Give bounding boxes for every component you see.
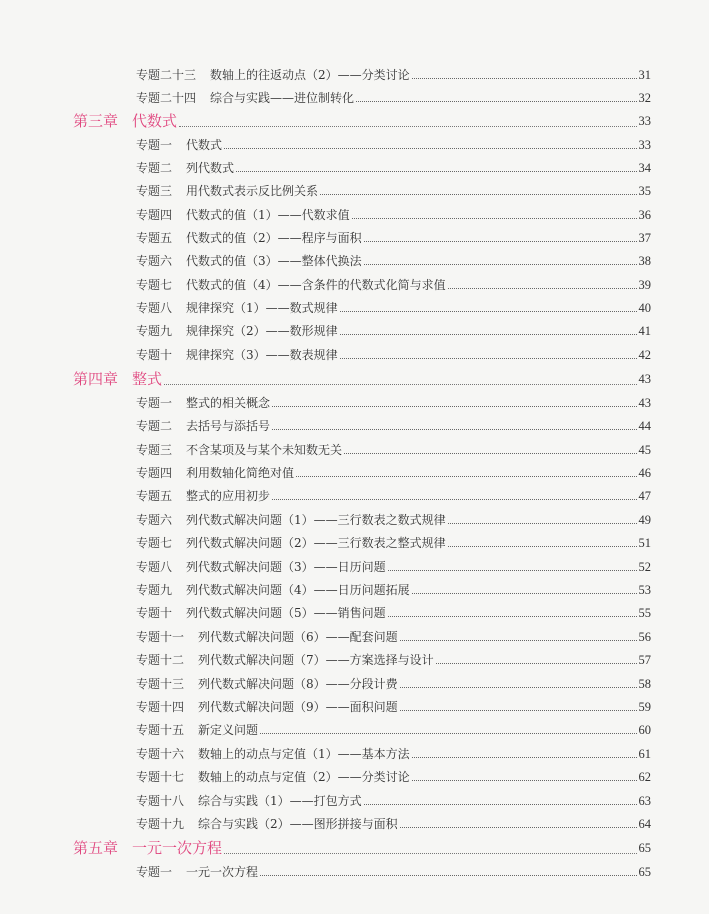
leader-dots (448, 288, 637, 289)
toc-label: 专题十四 (136, 700, 185, 714)
toc-page-number: 35 (638, 184, 651, 198)
toc-title: 列代数式解决问题（2）——三行数表之整式规律 (186, 536, 446, 550)
toc-page-number: 64 (638, 817, 651, 831)
toc-entry[interactable] (136, 624, 651, 644)
toc-page-number: 59 (638, 700, 651, 714)
toc-label: 专题五 (136, 489, 173, 503)
toc-page-number: 43 (638, 372, 651, 386)
toc-label: 专题八 (136, 560, 173, 574)
toc-page-number: 41 (638, 324, 651, 338)
toc-page-number: 60 (638, 723, 651, 737)
toc-page-number: 45 (638, 443, 651, 457)
toc-title: 列代数式解决问题（7）——方案选择与设计 (198, 653, 434, 667)
leader-dots (436, 663, 637, 664)
toc-label: 专题十 (136, 348, 173, 362)
toc-title: 规律探究（1）——数式规律 (186, 301, 338, 315)
toc-entry[interactable] (136, 530, 651, 550)
toc-label: 专题一 (136, 138, 173, 152)
leader-dots (340, 311, 637, 312)
toc-label: 专题十三 (136, 677, 185, 691)
toc-entry[interactable] (136, 132, 651, 152)
toc-entry[interactable] (136, 342, 651, 362)
toc-page-number: 32 (638, 91, 651, 105)
toc-title: 代数式的值（4）——含条件的代数式化简与求值 (186, 278, 446, 292)
toc-chapter[interactable] (73, 366, 651, 388)
toc-label: 专题八 (136, 301, 173, 315)
toc-page-number: 49 (638, 513, 651, 527)
toc-title: 利用数轴化简绝对值 (186, 466, 295, 480)
leader-dots (320, 194, 636, 195)
leader-dots (448, 523, 637, 524)
toc-title: 数轴上的往返动点（2）——分类讨论 (210, 68, 410, 82)
leader-dots (356, 101, 636, 102)
toc-chapter[interactable] (73, 108, 651, 130)
toc-title: 用代数式表示反比例关系 (186, 184, 319, 198)
toc-title: 整式的应用初步 (186, 489, 271, 503)
toc-label: 专题四 (136, 208, 173, 222)
toc-entry[interactable] (136, 717, 651, 737)
toc-label: 专题十七 (136, 770, 185, 784)
toc-entry[interactable] (136, 413, 651, 433)
toc-page-number: 57 (638, 653, 651, 667)
toc-label: 专题三 (136, 184, 173, 198)
toc-entry[interactable] (136, 225, 651, 245)
leader-dots (344, 453, 636, 454)
leader-dots (388, 616, 637, 617)
toc-title: 列代数式解决问题（1）——三行数表之数式规律 (186, 513, 446, 527)
leader-dots (164, 384, 636, 385)
toc-title: 列代数式解决问题（9）——面积问题 (198, 700, 398, 714)
leader-dots (224, 148, 636, 149)
leader-dots (400, 710, 637, 711)
toc-entry[interactable] (136, 437, 651, 457)
toc-page-number: 40 (638, 301, 651, 315)
toc-label: 专题十八 (136, 794, 185, 808)
toc-title: 不含某项及与某个未知数无关 (186, 443, 343, 457)
toc-label: 专题一 (136, 396, 173, 410)
toc-page-number: 65 (638, 841, 651, 855)
toc-page-number: 55 (638, 606, 651, 620)
toc-title: 整式的相关概念 (186, 396, 271, 410)
toc-label: 专题十六 (136, 747, 185, 761)
toc-label: 专题十九 (136, 817, 185, 831)
toc-entry[interactable] (136, 788, 651, 808)
toc-entry[interactable] (136, 202, 651, 222)
toc-page-number: 33 (638, 114, 651, 128)
toc-entry[interactable] (136, 671, 651, 691)
leader-dots (340, 334, 637, 335)
toc-title: 列代数式解决问题（4）——日历问题拓展 (186, 583, 410, 597)
leader-dots (179, 126, 636, 127)
toc-entry[interactable] (136, 62, 651, 82)
leader-dots (364, 241, 637, 242)
toc-title: 去括号与添括号 (186, 419, 271, 433)
toc-title: 列代数式解决问题（6）——配套问题 (198, 630, 398, 644)
toc-entry[interactable] (136, 155, 651, 175)
leader-dots (224, 853, 636, 854)
toc-title: 列代数式解决问题（3）——日历问题 (186, 560, 386, 574)
toc-page-number: 53 (638, 583, 651, 597)
toc-label: 专题七 (136, 536, 173, 550)
toc-entry[interactable] (136, 741, 651, 761)
toc-page-number: 43 (638, 396, 651, 410)
leader-dots (260, 733, 636, 734)
toc-title: 数轴上的动点与定值（1）——基本方法 (198, 747, 410, 761)
toc-label: 专题三 (136, 443, 173, 457)
toc-entry[interactable] (136, 811, 651, 831)
toc-title: 综合与实践（2）——图形拼接与面积 (198, 817, 398, 831)
toc-title: 新定义问题 (198, 723, 259, 737)
toc-label: 专题九 (136, 583, 173, 597)
toc-page-number: 37 (638, 231, 651, 245)
toc-title: 综合与实践——进位制转化 (210, 91, 355, 105)
toc-title: 规律探究（3）——数表规律 (186, 348, 338, 362)
toc-page-number: 31 (638, 68, 651, 82)
toc-page-number: 44 (638, 419, 651, 433)
toc-label: 专题一 (136, 865, 173, 879)
toc-entry[interactable] (136, 85, 651, 105)
leader-dots (400, 827, 637, 828)
chapter-label: 第三章 (73, 112, 119, 130)
toc-title: 代数式 (186, 138, 223, 152)
leader-dots (412, 780, 637, 781)
leader-dots (400, 640, 637, 641)
toc-entry[interactable] (136, 859, 651, 879)
toc-entry[interactable] (136, 694, 651, 714)
toc-page-number: 34 (638, 161, 651, 175)
chapter-title: 代数式 (132, 112, 178, 130)
toc-title: 代数式的值（3）——整体代换法 (186, 254, 362, 268)
toc-title: 列代数式解决问题（5）——销售问题 (186, 606, 386, 620)
toc-label: 专题六 (136, 513, 173, 527)
toc-page-number: 33 (638, 138, 651, 152)
toc-label: 专题十 (136, 606, 173, 620)
toc-entry[interactable] (136, 764, 651, 784)
toc-label: 专题二 (136, 161, 173, 175)
toc-label: 专题十五 (136, 723, 185, 737)
toc-page-number: 39 (638, 278, 651, 292)
toc-entry[interactable] (136, 178, 651, 198)
leader-dots (352, 218, 637, 219)
leader-dots (340, 358, 637, 359)
chapter-label: 第四章 (73, 370, 119, 388)
toc-label: 专题二十四 (136, 91, 197, 105)
toc-page-number: 47 (638, 489, 651, 503)
toc-label: 专题十二 (136, 653, 185, 667)
toc-label: 专题十一 (136, 630, 185, 644)
toc-label: 专题二 (136, 419, 173, 433)
chapter-title: 一元一次方程 (132, 839, 223, 857)
toc-title: 代数式的值（1）——代数求值 (186, 208, 350, 222)
toc-entry[interactable] (136, 272, 651, 292)
leader-dots (388, 570, 637, 571)
toc-page-number: 62 (638, 770, 651, 784)
leader-dots (400, 687, 637, 688)
toc-chapter[interactable] (73, 835, 651, 857)
chapter-title: 整式 (132, 370, 163, 388)
leader-dots (448, 546, 637, 547)
toc-title: 列代数式解决问题（8）——分段计费 (198, 677, 398, 691)
toc-entry[interactable] (136, 295, 651, 315)
toc-page-number: 65 (638, 865, 651, 879)
toc-page-number: 61 (638, 747, 651, 761)
toc-entry[interactable] (136, 577, 651, 597)
leader-dots (236, 171, 636, 172)
toc-title: 综合与实践（1）——打包方式 (198, 794, 362, 808)
leader-dots (296, 476, 636, 477)
toc-title: 一元一次方程 (186, 865, 259, 879)
chapter-label: 第五章 (73, 839, 119, 857)
toc-label: 专题二十三 (136, 68, 197, 82)
toc-page-number: 46 (638, 466, 651, 480)
toc-entry[interactable] (136, 390, 651, 410)
leader-dots (364, 804, 637, 805)
toc-title: 规律探究（2）——数形规律 (186, 324, 338, 338)
toc-page-number: 51 (638, 536, 651, 550)
toc-entry[interactable] (136, 554, 651, 574)
leader-dots (412, 593, 637, 594)
leader-dots (272, 499, 636, 500)
toc-entry[interactable] (136, 318, 651, 338)
toc-title: 代数式的值（2）——程序与面积 (186, 231, 362, 245)
toc-page-number: 63 (638, 794, 651, 808)
toc-label: 专题四 (136, 466, 173, 480)
toc-entry[interactable] (136, 460, 651, 480)
leader-dots (412, 757, 637, 758)
toc-entry[interactable] (136, 248, 651, 268)
toc-entry[interactable] (136, 600, 651, 620)
toc-entry[interactable] (136, 483, 651, 503)
leader-dots (412, 78, 637, 79)
toc-entry[interactable] (136, 647, 651, 667)
toc-label: 专题五 (136, 231, 173, 245)
toc-page-number: 56 (638, 630, 651, 644)
leader-dots (272, 429, 636, 430)
leader-dots (272, 406, 636, 407)
toc-label: 专题九 (136, 324, 173, 338)
toc-title: 列代数式 (186, 161, 235, 175)
toc-page-number: 42 (638, 348, 651, 362)
toc-entry[interactable] (136, 507, 651, 527)
toc-label: 专题六 (136, 254, 173, 268)
toc-page-number: 38 (638, 254, 651, 268)
leader-dots (260, 875, 636, 876)
toc-page-number: 36 (638, 208, 651, 222)
toc-label: 专题七 (136, 278, 173, 292)
toc-page-number: 52 (638, 560, 651, 574)
leader-dots (364, 264, 637, 265)
toc-title: 数轴上的动点与定值（2）——分类讨论 (198, 770, 410, 784)
toc-page-number: 58 (638, 677, 651, 691)
